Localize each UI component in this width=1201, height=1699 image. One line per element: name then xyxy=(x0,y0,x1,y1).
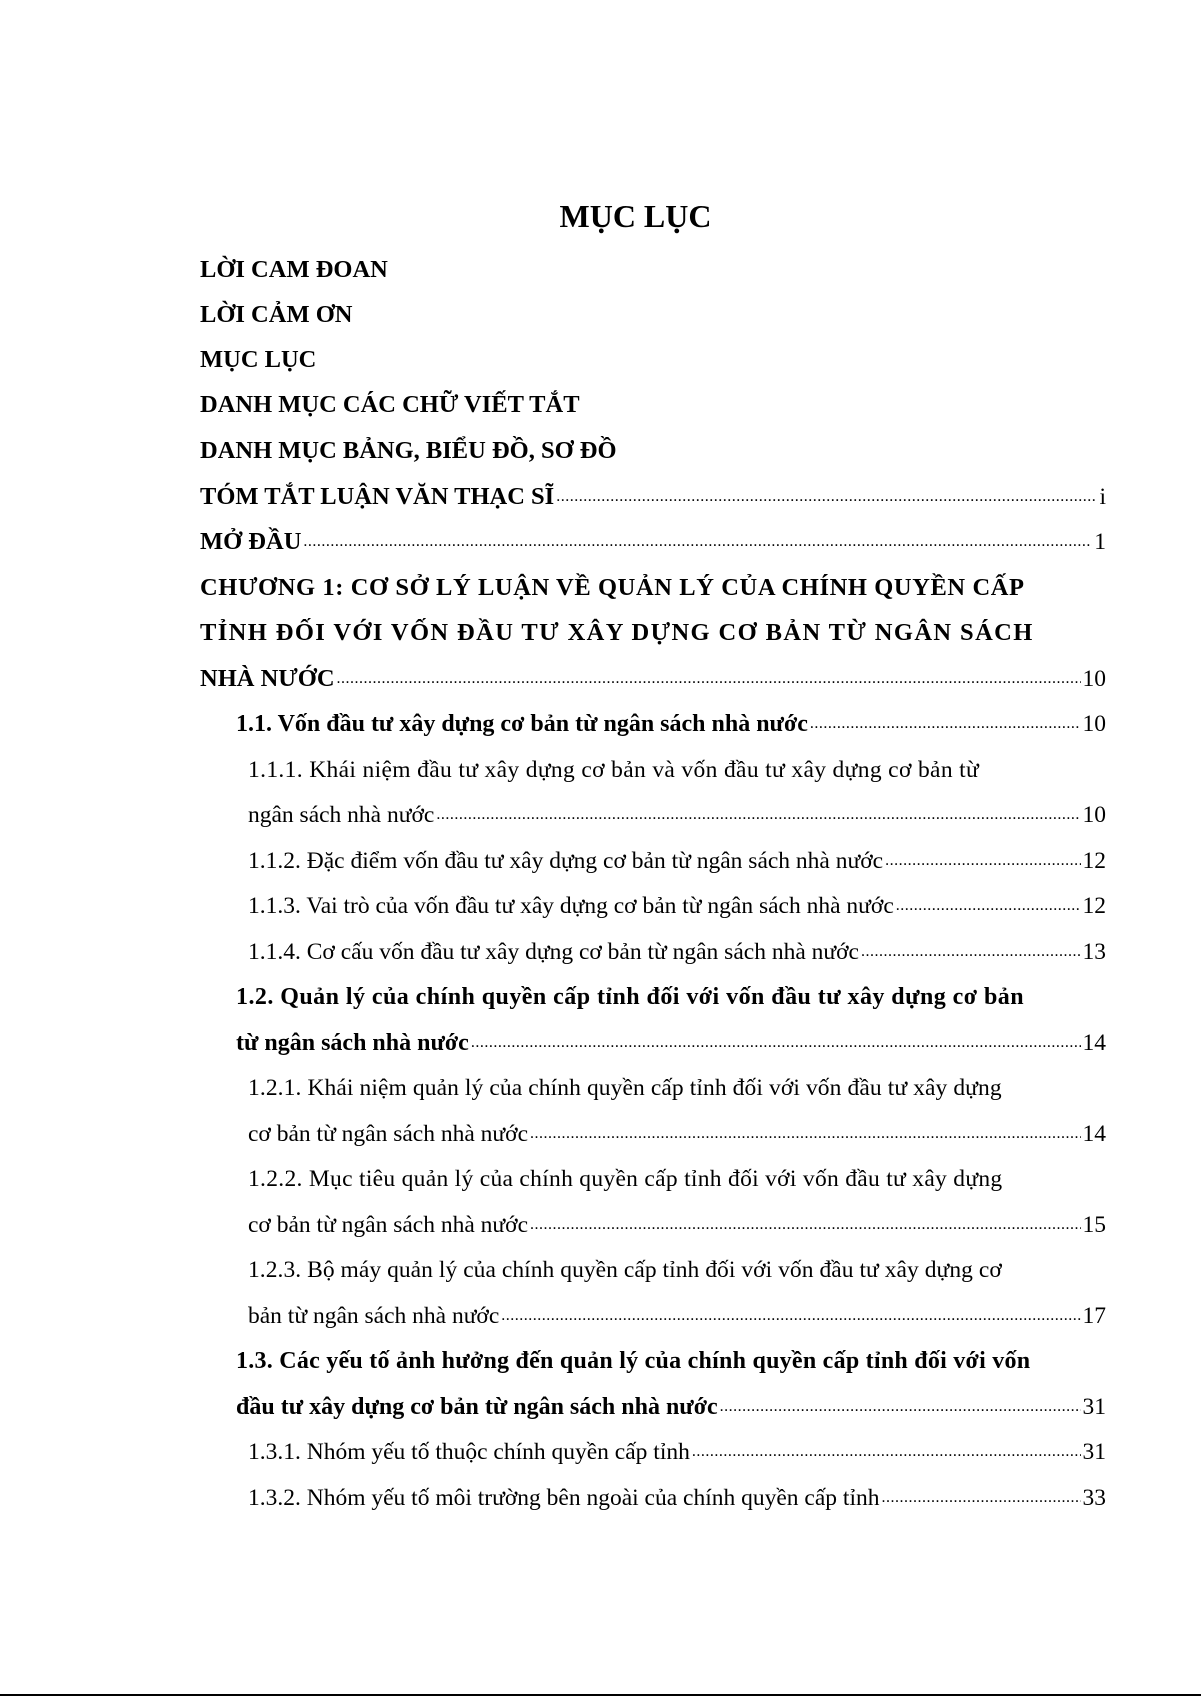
toc-entry-text: TỈNH ĐỐI VỚI VỐN ĐẦU TƯ XÂY DỰNG CƠ BẢN TỪ NGÂN SÁCH xyxy=(200,619,1034,646)
toc-entry[interactable] xyxy=(248,1483,1106,1513)
toc-entry[interactable] xyxy=(248,1301,1106,1331)
toc-entry-text: bản từ ngân sách nhà nước xyxy=(248,1303,500,1329)
leader-dots xyxy=(303,524,1092,557)
toc-chapter-heading-line[interactable] xyxy=(200,573,1084,603)
toc-entry-text: DANH MỤC CÁC CHỮ VIẾT TẮT xyxy=(200,391,580,418)
toc-entry[interactable] xyxy=(236,982,1086,1012)
toc-entry-text: 1.2. Quản lý của chính quyền cấp tỉnh đối với vốn đầu tư xây dựng cơ bản xyxy=(236,984,1024,1010)
toc-entry[interactable] xyxy=(248,755,1084,785)
toc-entry[interactable] xyxy=(248,1437,1106,1467)
toc-page-number: 10 xyxy=(1082,802,1106,828)
toc-entry[interactable] xyxy=(200,436,617,466)
toc-page-number: 12 xyxy=(1082,893,1106,919)
toc-entry-text: 1.2.3. Bộ máy quản lý của chính quyền cấp tỉnh đối với vốn đầu tư xây dựng cơ xyxy=(248,1257,1002,1283)
toc-entry-text: ngân sách nhà nước xyxy=(248,802,435,828)
toc-entry[interactable] xyxy=(200,345,316,375)
toc-entry[interactable] xyxy=(200,664,1106,694)
toc-page-number: i xyxy=(1099,484,1106,510)
toc-entry-text: 1.3.2. Nhóm yếu tố môi trường bên ngoài của chính quyền cấp tỉnh xyxy=(248,1485,880,1511)
toc-entry[interactable] xyxy=(248,1255,1084,1285)
toc-page-number: 17 xyxy=(1082,1303,1106,1329)
leader-dots xyxy=(436,797,1080,830)
bottom-rule xyxy=(0,1694,1201,1696)
toc-page-number: 14 xyxy=(1082,1030,1106,1056)
leader-dots xyxy=(861,934,1081,967)
leader-dots xyxy=(885,843,1080,876)
toc-page-number: 14 xyxy=(1082,1121,1106,1147)
leader-dots xyxy=(556,479,1097,512)
leader-dots xyxy=(501,1298,1080,1331)
toc-entry[interactable] xyxy=(200,527,1106,557)
toc-entry[interactable] xyxy=(236,1392,1106,1422)
toc-entry-text: từ ngân sách nhà nước xyxy=(236,1030,469,1056)
toc-entry-text: 1.3. Các yếu tố ảnh hưởng đến quản lý của chính quyền cấp tỉnh đối với vốn xyxy=(236,1348,1031,1374)
toc-entry-text: 1.3.1. Nhóm yếu tố thuộc chính quyền cấp tỉnh xyxy=(248,1439,690,1465)
toc-entry-text: DANH MỤC BẢNG, BIỂU ĐỒ, SƠ ĐỒ xyxy=(200,437,617,464)
toc-entry[interactable] xyxy=(200,482,1106,512)
toc-page-number: 15 xyxy=(1082,1212,1106,1238)
page-title: MỤC LỤC xyxy=(559,198,712,234)
toc-entry[interactable] xyxy=(248,846,1106,876)
toc-page-number: 33 xyxy=(1082,1485,1106,1511)
toc-entry-text: CHƯƠNG 1: CƠ SỞ LÝ LUẬN VỀ QUẢN LÝ CỦA CHÍNH QUYỀN CẤP xyxy=(200,574,1025,601)
leader-dots xyxy=(720,1389,1081,1422)
toc-entry-text: 1.1. Vốn đầu tư xây dựng cơ bản từ ngân sách nhà nước xyxy=(236,711,808,737)
toc-page-number: 10 xyxy=(1082,666,1106,692)
toc-entry-text: LỜI CAM ĐOAN xyxy=(200,256,388,283)
toc-entry-text: 1.1.4. Cơ cấu vốn đầu tư xây dựng cơ bản từ ngân sách nhà nước xyxy=(248,939,859,965)
toc-entry[interactable] xyxy=(236,709,1106,739)
toc-entry[interactable] xyxy=(248,800,1106,830)
toc-page-number: 13 xyxy=(1082,939,1106,965)
toc-entry[interactable] xyxy=(248,1164,1084,1194)
leader-dots xyxy=(530,1116,1080,1149)
toc-entry[interactable] xyxy=(248,1119,1106,1149)
toc-entry-text: 1.2.2. Mục tiêu quản lý của chính quyền cấp tỉnh đối với vốn đầu tư xây dựng xyxy=(248,1166,1003,1192)
toc-entry-text: 1.1.3. Vai trò của vốn đầu tư xây dựng cơ bản từ ngân sách nhà nước xyxy=(248,893,894,919)
toc-entry-text: đầu tư xây dựng cơ bản từ ngân sách nhà nước xyxy=(236,1394,718,1420)
leader-dots xyxy=(692,1434,1081,1467)
toc-entry-text: NHÀ NƯỚC xyxy=(200,665,335,692)
leader-dots xyxy=(471,1025,1081,1058)
leader-dots xyxy=(337,661,1081,694)
leader-dots xyxy=(896,888,1081,921)
toc-entry-text: 1.1.1. Khái niệm đầu tư xây dựng cơ bản và vốn đầu tư xây dựng cơ bản từ xyxy=(248,757,980,783)
toc-chapter-heading-line[interactable] xyxy=(200,618,1084,648)
toc-entry-text: 1.2.1. Khái niệm quản lý của chính quyền cấp tỉnh đối với vốn đầu tư xây dựng xyxy=(248,1075,1002,1101)
toc-entry[interactable] xyxy=(200,255,388,285)
toc-entry[interactable] xyxy=(200,300,352,330)
toc-entry-text: LỜI CẢM ƠN xyxy=(200,301,353,328)
toc-entry[interactable] xyxy=(248,891,1106,921)
toc-page-number: 31 xyxy=(1082,1439,1106,1465)
toc-page-number: 10 xyxy=(1082,711,1106,737)
toc-entry-text: MỞ ĐẦU xyxy=(200,528,302,555)
toc-entry[interactable] xyxy=(248,937,1106,967)
leader-dots xyxy=(881,1480,1080,1513)
toc-entry-text: cơ bản từ ngân sách nhà nước xyxy=(248,1212,529,1238)
toc-page-number: 12 xyxy=(1082,848,1106,874)
toc-entry[interactable] xyxy=(236,1346,1086,1376)
toc-entry[interactable] xyxy=(236,1028,1106,1058)
toc-entry[interactable] xyxy=(248,1073,1084,1103)
leader-dots xyxy=(810,706,1081,739)
toc-entry-text: cơ bản từ ngân sách nhà nước xyxy=(248,1121,529,1147)
leader-dots xyxy=(530,1207,1080,1240)
toc-page-number: 31 xyxy=(1082,1394,1106,1420)
toc-entry-text: TÓM TẮT LUẬN VĂN THẠC SĨ xyxy=(200,483,555,510)
toc-entry-text: 1.1.2. Đặc điểm vốn đầu tư xây dựng cơ bản từ ngân sách nhà nước xyxy=(248,848,884,874)
toc-entry[interactable] xyxy=(200,390,580,420)
toc-entry-text: MỤC LỤC xyxy=(200,346,317,373)
toc-entry[interactable] xyxy=(248,1210,1106,1240)
toc-page-number: 1 xyxy=(1094,529,1106,555)
